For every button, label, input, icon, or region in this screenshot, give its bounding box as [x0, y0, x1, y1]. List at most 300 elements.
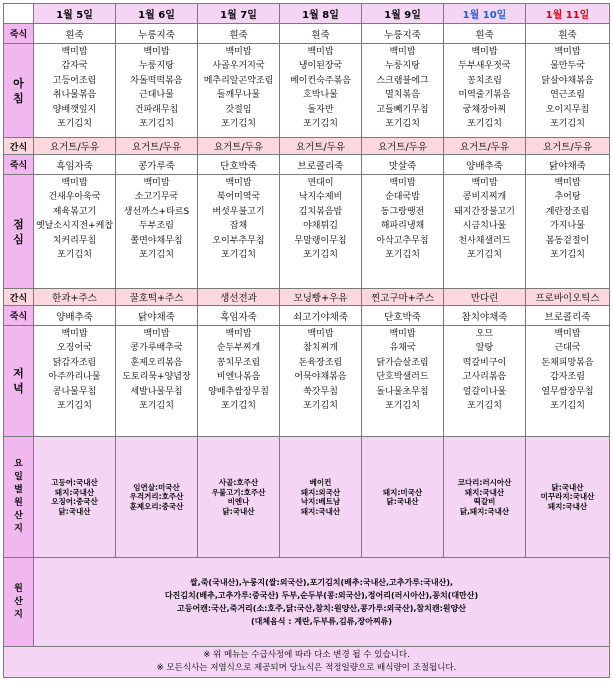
menu-item: 아삭고추무침 — [376, 235, 429, 246]
origin-item: 임연살:미국산 — [133, 482, 180, 492]
date-header — [444, 4, 526, 24]
menu-item: 두부조림 — [139, 221, 174, 232]
origin-item: 코다리:러시아산 — [457, 478, 512, 487]
origin-item: 고등어:국내산 — [51, 478, 98, 487]
origin-cell — [116, 437, 198, 558]
origin-item: 닭:국내산 — [222, 506, 255, 516]
corner-cell — [4, 4, 34, 24]
menu-item: 계란장조림 — [545, 206, 590, 217]
snack-cell — [444, 138, 526, 155]
lunch-row — [4, 175, 610, 289]
menu-item: 물만두국 — [550, 61, 585, 72]
porridge-cell — [198, 306, 280, 326]
snack-cell-text: 프로바이오틱스 — [535, 293, 600, 304]
breakfast-row — [4, 44, 610, 138]
porridge-cell — [116, 306, 198, 326]
menu-item: 백미밥 — [471, 178, 498, 188]
meal-cell — [362, 175, 444, 289]
row-label-char: 녁 — [13, 382, 24, 395]
date-header — [526, 4, 610, 24]
menu-item: 메추리알곤약조림 — [203, 75, 274, 86]
menu-item: 콩비지찌개 — [462, 192, 507, 203]
menu-item: 백미밥 — [554, 47, 581, 57]
origin-cell — [444, 437, 526, 558]
menu-item: 꽁치조림 — [467, 75, 502, 86]
meal-cell — [34, 175, 116, 289]
porridge-cell — [362, 24, 444, 44]
origin-cell — [526, 437, 610, 558]
snack-cell-text: 한과+주스 — [52, 293, 97, 304]
date-header — [34, 4, 116, 24]
row-label-text: 죽식 — [9, 161, 28, 171]
date-label: 1월 7일 — [220, 10, 257, 21]
snack-cell — [362, 138, 444, 155]
date-label: 1월 10일 — [462, 10, 507, 21]
menu-item: 포기김치 — [467, 400, 502, 411]
menu-item: 포기김치 — [385, 118, 420, 129]
porridge-cell-text: 양배추죽 — [56, 311, 93, 323]
snack-cell-text: 요거트/두유 — [49, 142, 100, 153]
origin-line: 쌀,죽(국내산),누룽지(쌀:외국산),포기김치(배추:국내산,고추가루:국내산), — [189, 578, 454, 587]
origin-cell — [362, 437, 444, 558]
menu-item: 떡갈비구이 — [462, 357, 507, 368]
snack-cell-text: 요거트/두유 — [131, 142, 182, 153]
origin-item: 돼지:국내산 — [300, 506, 341, 516]
menu-item: 백미밥 — [61, 329, 88, 339]
snack-cell-text: 요거트/두유 — [295, 142, 346, 153]
menu-item: 연근조림 — [550, 90, 585, 101]
date-label: 1월 6일 — [138, 10, 175, 21]
porridge-cell-text: 단호박죽 — [384, 311, 421, 323]
menu-item: 무말랭이무침 — [294, 235, 347, 246]
menu-item: 돈채피망볶음 — [541, 357, 594, 368]
meal-cell — [526, 175, 610, 289]
origin-line: 다진김치(배추,고추가루:중국산) 두부,순두부(콩:외국산),정어리(러시아산),꽁치(대만산) — [164, 591, 479, 600]
row-label-text: 간식 — [9, 142, 28, 153]
menu-item: 백미밥 — [307, 329, 334, 339]
menu-item: 백미밥 — [143, 47, 170, 57]
meal-cell — [362, 326, 444, 437]
origin-item: 우걱거리:호주산 — [129, 492, 184, 502]
row-label-char: 산 — [14, 511, 23, 521]
menu-item: 어묵야채볶음 — [294, 372, 347, 383]
menu-item: 근대국 — [554, 343, 581, 354]
menu-item: 백미밥 — [225, 178, 252, 188]
origin-item: 사골:호주산 — [218, 478, 259, 487]
porridge-row — [4, 24, 610, 44]
notes-row — [4, 647, 610, 678]
row-label-char: 원 — [14, 498, 23, 508]
row-label-char: 저 — [13, 367, 24, 380]
porridge-cell-text: 브로콜리죽 — [544, 311, 591, 323]
menu-item: 양배추쌈장무침 — [208, 386, 269, 397]
porridge-cell — [116, 155, 198, 175]
meal-cell — [444, 44, 526, 138]
menu-item: 꽁치무조림 — [216, 357, 261, 368]
snack-cell — [444, 289, 526, 306]
menu-item: 멸치볶음 — [385, 90, 420, 101]
porridge-cell-text: 콩가루죽 — [138, 160, 175, 172]
date-label: 1월 11일 — [545, 10, 590, 21]
row-label-char: 아 — [13, 76, 24, 90]
menu-item: 콩나물무침 — [52, 386, 97, 397]
origin-item: 닭,돼지:국내산 — [459, 506, 510, 516]
menu-item: 백미밥 — [389, 47, 416, 57]
origin-item: 돼지:외국산 — [300, 487, 341, 497]
menu-item: 백미밥 — [143, 178, 170, 188]
menu-item: 세발나물무침 — [130, 386, 183, 397]
origin-cell — [198, 437, 280, 558]
menu-item: 백미밥 — [471, 47, 498, 57]
origin-item: 비엔나 — [227, 497, 250, 506]
row-label — [4, 306, 34, 326]
menu-item: 백미밥 — [389, 178, 416, 188]
snack-cell-text: 찐고구마+주스 — [370, 293, 435, 304]
porridge-cell — [198, 24, 280, 44]
meal-cell — [198, 44, 280, 138]
origin-line: (대체음식 : 계란,두부류,김류,장아찌류) — [250, 617, 393, 626]
menu-item: 도토리묵+양념장 — [122, 372, 191, 383]
row-label — [4, 138, 34, 155]
origin-row — [4, 558, 610, 647]
row-label — [4, 175, 34, 289]
menu-item: 쑥갓무침 — [303, 386, 338, 397]
snack-cell — [362, 289, 444, 306]
menu-item: 근대나물 — [139, 90, 174, 101]
porridge-cell-text: 누룽지죽 — [138, 29, 175, 41]
menu-item: 단호박샐러드 — [376, 372, 429, 383]
porridge-cell-text: 흰죽 — [558, 29, 577, 41]
row-label — [4, 437, 34, 558]
porridge-cell-text: 흰죽 — [229, 29, 248, 41]
origin-item: 닭:국내산 — [58, 506, 91, 516]
menu-item: 시금치나물 — [462, 221, 507, 232]
menu-item: 포기김치 — [550, 118, 585, 129]
menu-item: 백미밥 — [554, 329, 581, 339]
porridge-cell-text: 흰죽 — [475, 29, 494, 41]
row-label-char: 별 — [14, 485, 23, 495]
menu-item: 갓절임 — [225, 104, 252, 115]
snack-cell — [34, 138, 116, 155]
porridge-cell — [526, 155, 610, 175]
menu-item: 고들빼기무침 — [376, 104, 429, 115]
menu-item: 유채국 — [389, 343, 416, 354]
origin-item: 미꾸라지:국내산 — [540, 492, 595, 502]
menu-item: 감자조림 — [550, 372, 585, 383]
menu-item: 옛날소시지전+케찹 — [35, 221, 114, 232]
porridge-cell-text: 맛살죽 — [388, 160, 417, 172]
menu-item: 순두부찌개 — [216, 343, 261, 354]
menu-item: 봄동겉절이 — [545, 235, 590, 246]
porridge-cell-text: 흰죽 — [311, 29, 330, 41]
menu-item: 잡채 — [229, 221, 248, 232]
snack-cell-text: 꿀호떡+주스 — [129, 293, 184, 304]
menu-item: 포기김치 — [221, 249, 256, 260]
menu-item: 포기김치 — [221, 400, 256, 411]
porridge-cell — [444, 24, 526, 44]
porridge-cell — [34, 155, 116, 175]
menu-item: 얼갈이나물 — [462, 386, 507, 397]
date-header — [362, 4, 444, 24]
menu-item: 미역줄기볶음 — [458, 90, 511, 101]
snack-row — [4, 138, 610, 155]
menu-item: 추어탕 — [554, 192, 581, 203]
snack-cell-text: 만다린 — [470, 293, 499, 304]
row-label — [4, 326, 34, 437]
menu-item: 포기김치 — [385, 249, 420, 260]
menu-item: 김치볶음밥 — [298, 206, 343, 217]
menu-item: 누룽지탕 — [139, 61, 174, 72]
menu-item: 백미밥 — [61, 178, 88, 188]
note-line: ※ 위 메뉴는 수급사정에 따라 다소 변경 될 수 있습니다. — [203, 650, 410, 660]
origin-summary — [34, 558, 610, 647]
menu-item: 백미밥 — [143, 329, 170, 339]
snack-cell-text: 요거트/두유 — [377, 142, 428, 153]
origin-line: 고등어캔:국산,죽거리(소:호주,닭:국산,참치:원양산,콩가루:외국산),참치캔:원양산 — [177, 604, 466, 613]
porridge-cell-text: 흑임자죽 — [220, 311, 257, 323]
menu-item: 포기김치 — [57, 249, 92, 260]
snack-cell — [116, 289, 198, 306]
origin-item: 닭:국내산 — [551, 482, 584, 492]
menu-item: 알탕 — [475, 343, 494, 354]
meal-cell — [444, 175, 526, 289]
menu-item: 아주까리나물 — [48, 372, 101, 383]
menu-item: 오이부추무침 — [212, 235, 265, 246]
menu-item: 백미밥 — [225, 47, 252, 57]
meal-cell — [34, 326, 116, 437]
origin-item: 낙지:베트남 — [300, 497, 341, 506]
menu-item: 순대국밥 — [385, 192, 420, 203]
menu-item: 포기김치 — [303, 400, 338, 411]
menu-item: 가지나물 — [550, 221, 585, 232]
porridge-cell-text: 단호박죽 — [220, 160, 257, 172]
porridge-cell-text: 브로콜리죽 — [297, 160, 344, 172]
menu-item: 포기김치 — [385, 400, 420, 411]
origin-item: 돼지:국내산 — [54, 487, 95, 497]
menu-item: 버섯우불고기 — [212, 206, 265, 217]
row-label-char: 원 — [14, 583, 23, 594]
menu-item: 사골우거지국 — [212, 61, 265, 72]
menu-item: 차돌떡떡볶음 — [130, 75, 183, 86]
snack-row — [4, 289, 610, 306]
row-label-text: 간식 — [9, 293, 28, 304]
meal-cell — [444, 326, 526, 437]
porridge-cell-text: 쇠고기야채죽 — [292, 311, 349, 323]
menu-item: 콩가루배추국 — [130, 343, 183, 354]
meal-cell — [116, 175, 198, 289]
meal-cell — [34, 44, 116, 138]
menu-item: 포기김치 — [221, 118, 256, 129]
menu-item: 닭살야채볶음 — [541, 75, 594, 86]
snack-cell-text: 요거트/두유 — [459, 142, 510, 153]
dinner-row — [4, 326, 610, 437]
porridge-cell — [280, 155, 362, 175]
menu-item: 닭감자조림 — [52, 357, 97, 368]
porridge-row — [4, 306, 610, 326]
porridge-row — [4, 155, 610, 175]
porridge-cell — [280, 306, 362, 326]
porridge-cell — [526, 24, 610, 44]
menu-item: 베이컨숙주볶음 — [290, 75, 351, 86]
menu-item: 치커리무침 — [52, 235, 97, 246]
porridge-cell — [362, 306, 444, 326]
meal-cell — [116, 326, 198, 437]
snack-cell — [34, 289, 116, 306]
menu-item: 포기김치 — [57, 118, 92, 129]
menu-item: 취나물볶음 — [52, 90, 97, 101]
row-label — [4, 155, 34, 175]
row-label — [4, 44, 34, 138]
menu-item: 야채튀김 — [303, 221, 338, 232]
menu-item: 들깨무나물 — [216, 90, 261, 101]
porridge-cell — [444, 306, 526, 326]
meal-cell — [198, 175, 280, 289]
snack-cell — [526, 289, 610, 306]
meal-cell — [280, 175, 362, 289]
snack-cell — [116, 138, 198, 155]
row-label-char: 점 — [13, 217, 24, 231]
menu-item: 쫄면야채무침 — [130, 235, 183, 246]
menu-item: 고등어조림 — [52, 75, 97, 86]
row-label — [4, 24, 34, 44]
row-label-char: 지 — [14, 524, 23, 534]
origin-cell — [280, 437, 362, 558]
menu-item: 북어미역국 — [216, 192, 261, 203]
date-label: 1월 9일 — [384, 10, 421, 21]
porridge-cell — [116, 24, 198, 44]
row-label — [4, 558, 34, 647]
menu-item: 돌나물초무침 — [376, 386, 429, 397]
menu-item: 두부새우젓국 — [458, 61, 511, 72]
menu-item: 포기김치 — [139, 118, 174, 129]
meal-cell — [116, 44, 198, 138]
snack-cell — [198, 289, 280, 306]
porridge-cell-text: 누룽지죽 — [384, 29, 421, 41]
date-header — [116, 4, 198, 24]
menu-item: 포기김치 — [550, 249, 585, 260]
snack-cell — [198, 138, 280, 155]
menu-item: 백미밥 — [225, 329, 252, 339]
menu-item: 훈제오리볶음 — [130, 357, 183, 368]
menu-item: 열무쌈장무침 — [541, 386, 594, 397]
menu-item: 천사채샐러드 — [458, 235, 511, 246]
menu-item: 참치찌개 — [303, 343, 338, 354]
meal-cell — [198, 326, 280, 437]
menu-item: 오징어국 — [57, 343, 92, 354]
porridge-cell — [526, 306, 610, 326]
menu-item: 소고기무국 — [134, 192, 179, 203]
menu-item: 포기김치 — [550, 400, 585, 411]
row-label-char: 지 — [14, 609, 23, 620]
date-header-row — [4, 4, 610, 24]
menu-item: 백미밥 — [389, 329, 416, 339]
origin-item: 훈제오리:중국산 — [129, 501, 184, 511]
meal-cell — [526, 326, 610, 437]
row-label-char: 심 — [13, 232, 24, 246]
origin-item: 오징어:중국산 — [51, 497, 98, 506]
snack-cell-text: 요거트/두유 — [542, 142, 593, 153]
origin-item: 돼지:국내산 — [464, 487, 505, 497]
meal-cell — [280, 44, 362, 138]
meal-cell — [280, 326, 362, 437]
date-header — [198, 4, 280, 24]
snack-cell-text: 요거트/두유 — [213, 142, 264, 153]
menu-item: 돌자반 — [307, 104, 334, 115]
row-label-char: 침 — [13, 91, 24, 105]
notes-cell — [4, 647, 610, 678]
menu-item: 생선까스+타르S — [123, 206, 190, 217]
porridge-cell — [198, 155, 280, 175]
menu-item: 포기김치 — [139, 400, 174, 411]
porridge-cell-text: 흑임자죽 — [56, 160, 93, 172]
menu-item: 냉이된장국 — [298, 61, 343, 72]
menu-item: 돈육장조림 — [298, 357, 343, 368]
snack-cell — [280, 138, 362, 155]
menu-item: 호박나물 — [303, 90, 338, 101]
row-label-char: 일 — [14, 472, 23, 482]
menu-item: 오므 — [475, 329, 494, 339]
menu-item: 돼지간장불고기 — [454, 206, 515, 217]
menu-item: 닭가슴살조림 — [376, 357, 429, 368]
meal-cell — [362, 44, 444, 138]
origin-by-day-row — [4, 437, 610, 558]
row-label-char: 요 — [14, 459, 23, 469]
menu-item: 백미밥 — [307, 47, 334, 57]
menu-item: 낙지수제비 — [298, 192, 343, 203]
menu-item: 건새우아욱국 — [48, 192, 101, 203]
menu-item: 비엔나볶음 — [216, 372, 261, 383]
meal-cell — [526, 44, 610, 138]
porridge-cell — [362, 155, 444, 175]
porridge-cell-text: 참치야채죽 — [461, 311, 508, 323]
porridge-cell — [34, 24, 116, 44]
origin-item: 돼지:미국산 — [382, 487, 423, 497]
snack-cell-text: 생선전과 — [220, 293, 257, 304]
porridge-cell — [34, 306, 116, 326]
porridge-cell-text: 닭야채죽 — [549, 160, 586, 172]
porridge-cell-text: 흰죽 — [65, 29, 84, 41]
menu-item: 면대이 — [307, 178, 334, 188]
origin-cell — [34, 437, 116, 558]
date-header — [280, 4, 362, 24]
menu-item: 제육볶고기 — [52, 206, 97, 217]
porridge-cell-text: 양배추죽 — [466, 160, 503, 172]
menu-item: 감자국 — [61, 61, 88, 72]
weekly-menu-table — [3, 3, 610, 678]
menu-item: 포기김치 — [303, 118, 338, 129]
row-label-char: 산 — [14, 596, 23, 607]
snack-cell-text: 모닝빵+우유 — [293, 293, 348, 304]
menu-item: 백미밥 — [554, 178, 581, 188]
menu-item: 포기김치 — [303, 249, 338, 260]
menu-item: 동그랑땡전 — [380, 206, 425, 217]
menu-item: 누룽지탕 — [385, 61, 420, 72]
porridge-cell — [444, 155, 526, 175]
origin-item: 베이컨 — [309, 478, 332, 487]
snack-cell — [280, 289, 362, 306]
menu-item: 포기김치 — [467, 249, 502, 260]
porridge-cell-text: 닭야채죽 — [138, 311, 175, 323]
row-label — [4, 289, 34, 306]
menu-item: 오이지무침 — [545, 104, 590, 115]
menu-item: 포기김치 — [467, 118, 502, 129]
date-label: 1월 5일 — [56, 10, 93, 21]
menu-item: 백미밥 — [61, 47, 88, 57]
menu-item: 건파래무침 — [134, 104, 179, 115]
origin-item: 닭:국내산 — [386, 497, 419, 506]
menu-item: 궁채장아찌 — [462, 104, 507, 115]
note-line: ※ 모든식사는 저염식으로 제공되며 당뇨식은 적정일량으로 배식량이 조절됩니다. — [156, 663, 457, 673]
